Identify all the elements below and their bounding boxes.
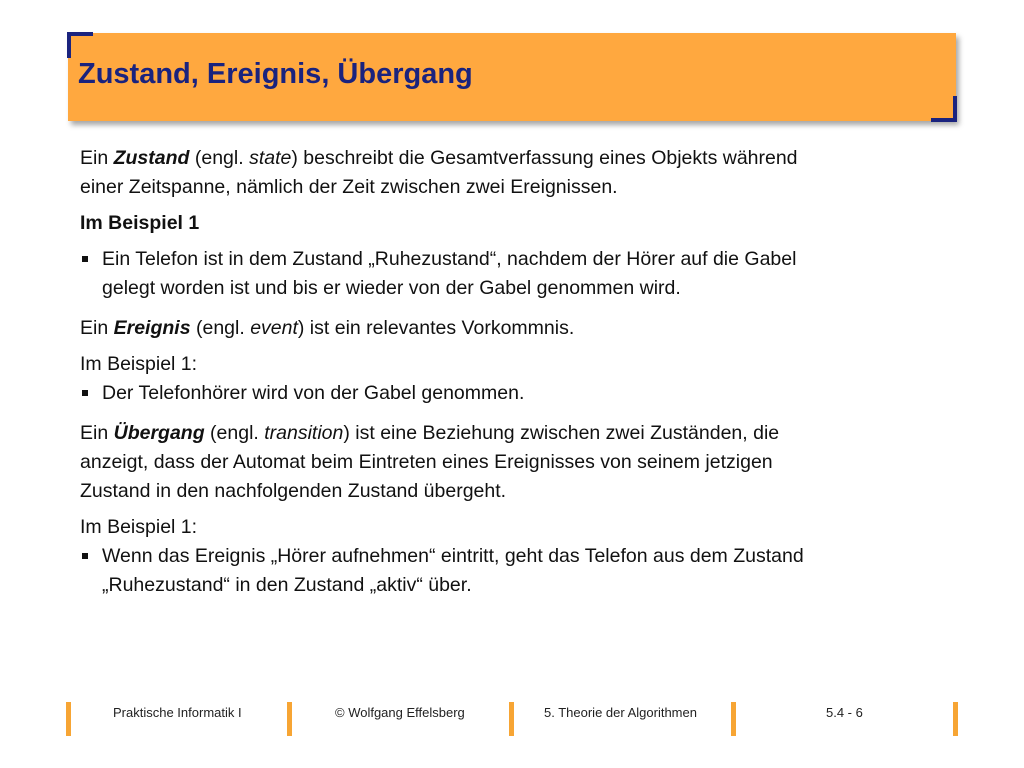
- footer-chapter: 5. Theorie der Algorithmen: [544, 705, 697, 720]
- title-corner-bottom-right: [931, 96, 957, 122]
- term-uebergang: Übergang: [113, 422, 205, 444]
- slide-footer: [0, 690, 1024, 738]
- bullet-square-icon: [82, 553, 88, 559]
- example-3-bullet: Wenn das Ereignis „Hörer aufnehmen“ eintritt, geht das Telefon aus dem Zustand „Ruhezustand“ in den Zustand „aktiv“ über.: [80, 542, 940, 600]
- uebergang-definition: Ein Übergang (engl. transition) ist eine Beziehung zwischen zwei Zuständen, die anzeigt, dass der Automat beim Eintreten eines Ereignisses von seinem jetzigen Zustand in den nachfolgenden Zustand übergeht.: [80, 422, 780, 502]
- example-1-bullet: Ein Telefon ist in dem Zustand „Ruhezustand“, nachdem der Hörer auf die Gabel gelegt worden ist und bis er wieder von der Gabel genommen wird.: [80, 245, 940, 303]
- footer-separator: [509, 702, 514, 736]
- bullet-square-icon: [82, 390, 88, 396]
- term-zustand: Zustand: [113, 147, 190, 169]
- example-2-heading: Im Beispiel 1:: [80, 353, 198, 375]
- footer-separator: [953, 702, 958, 736]
- slide-content: [80, 144, 940, 600]
- title-bar: [68, 33, 956, 121]
- example-1-heading: Im Beispiel 1: [80, 212, 200, 234]
- term-ereignis: Ereignis: [113, 317, 191, 339]
- zustand-definition: Ein Zustand (engl. state) beschreibt die Gesamtverfassung eines Objekts während einer Zeitspanne, nämlich der Zeit zwischen zwei Ereignissen.: [80, 147, 798, 198]
- eng-transition: transition: [264, 422, 344, 444]
- ereignis-definition: Ein Ereignis (engl. event) ist ein relevantes Vorkommnis.: [80, 317, 575, 339]
- footer-separator: [731, 702, 736, 736]
- title-corner-top-left: [67, 32, 93, 58]
- example-2-bullet: Der Telefonhörer wird von der Gabel genommen.: [80, 379, 940, 408]
- bullet-square-icon: [82, 256, 88, 262]
- footer-page-number: 5.4 - 6: [826, 705, 863, 720]
- slide-title: Zustand, Ereignis, Übergang: [78, 58, 473, 90]
- footer-author: © Wolfgang Effelsberg: [335, 705, 465, 720]
- footer-separator: [287, 702, 292, 736]
- footer-course: Praktische Informatik I: [113, 705, 242, 720]
- eng-state: state: [249, 147, 292, 169]
- eng-event: event: [250, 317, 298, 339]
- footer-separator: [66, 702, 71, 736]
- example-3-heading: Im Beispiel 1:: [80, 516, 198, 538]
